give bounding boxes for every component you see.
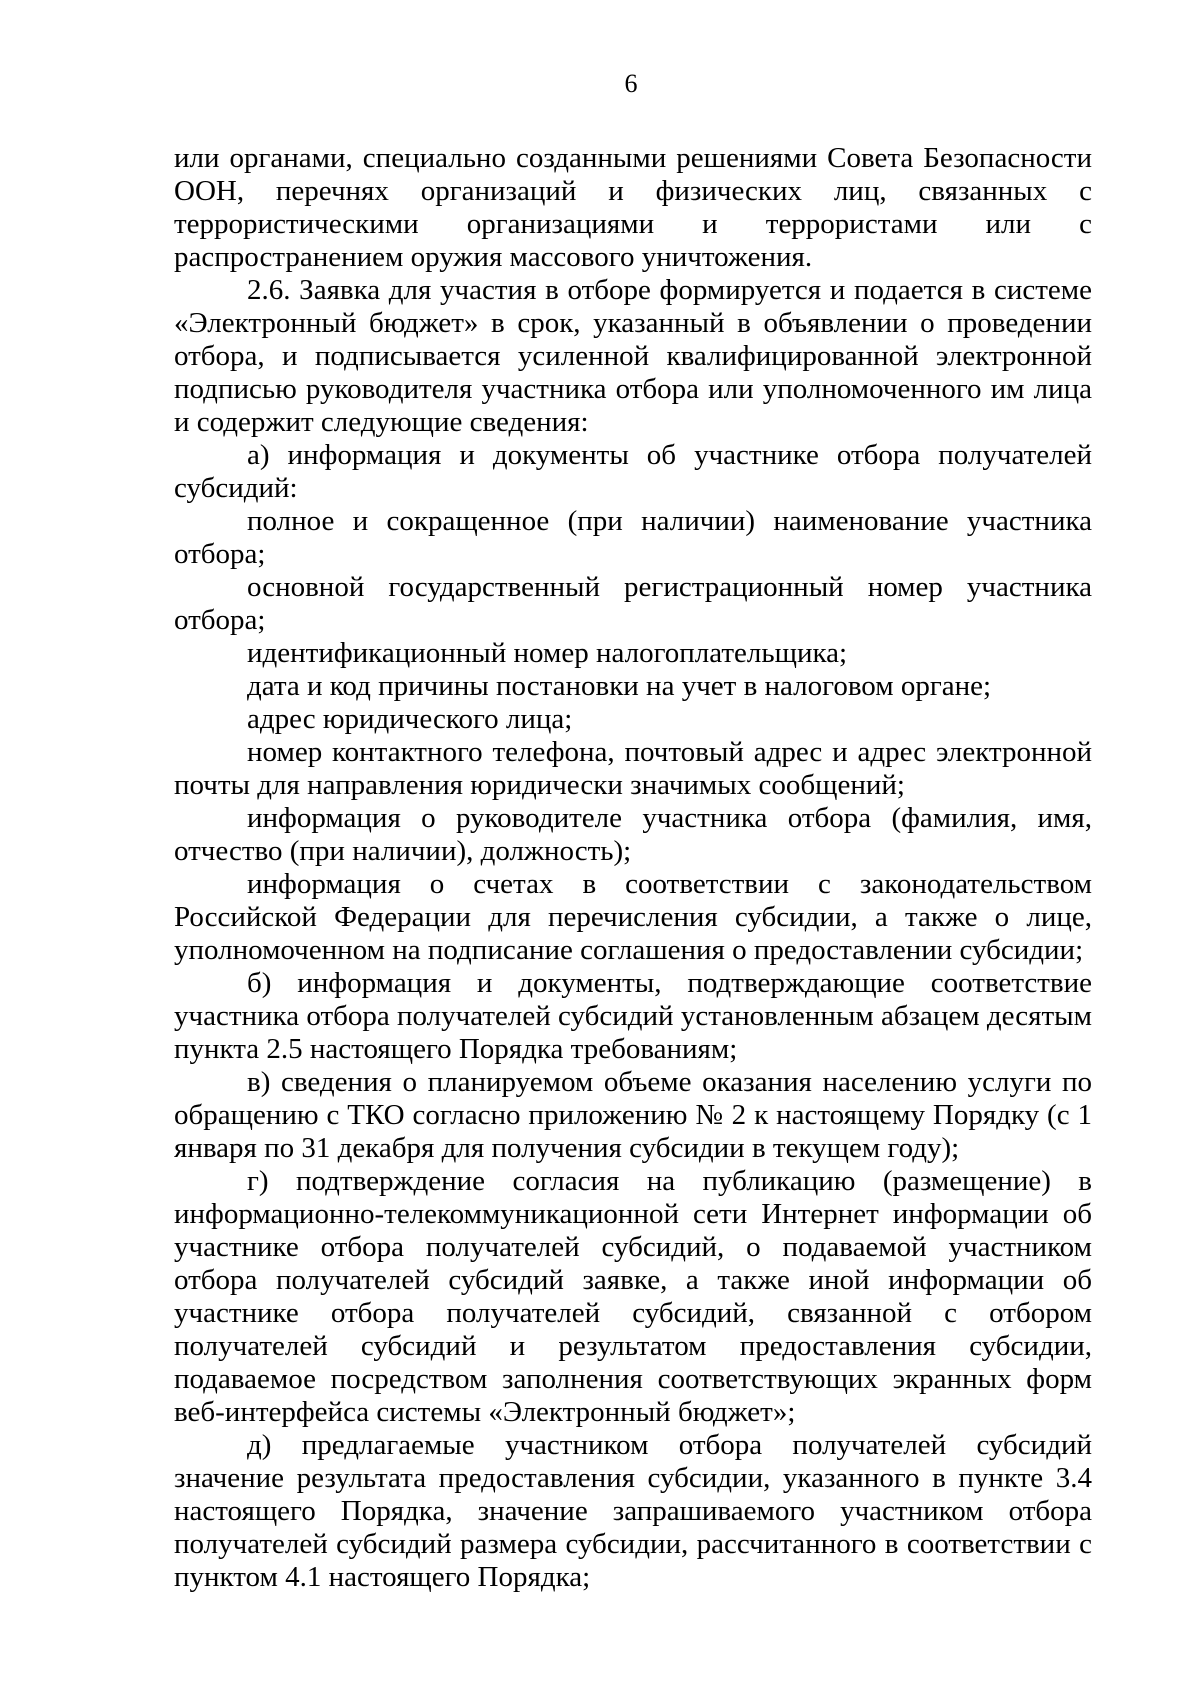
paragraph-address: адрес юридического лица; bbox=[247, 703, 573, 735]
paragraph-item-b: б) информация и документы, подтверждающие соответствие участника отбора получателей субсидий установленным абзацем десятым пункта 2.5 настоящего Порядка требованиям; bbox=[174, 967, 1092, 1065]
paragraph-item-v: в) сведения о планируемом объеме оказания населению услуги по обращению с ТКО согласно приложению № 2 к настоящему Порядку (с 1 января по 31 декабря для получения субсидии в текущем году); bbox=[174, 1066, 1092, 1164]
paragraph-1: или органами, специально созданными решениями Совета Безопасности ООН, перечнях организаций и физических лиц, связанных с террористическими организациями и террористами или с распространением оружия массового уничтожения. bbox=[174, 142, 1092, 273]
paragraph-item-a: а) информация и документы об участнике отбора получателей субсидий: bbox=[174, 439, 1092, 504]
paragraph-item-g: г) подтверждение согласия на публикацию (размещение) в информационно-телекоммуникационной сети Интернет информации об участнике отбора получателей субсидий, о подаваемой участником отбора получателей субсидий заявке, а также иной информации об участнике отбора получателей субсидий, связанной с отбором получателей субсидий и результатом предоставления субсидии, подаваемое посредством заполнения соответствующих экранных форм веб-интерфейса системы «Электронный бюджет»; bbox=[174, 1165, 1092, 1428]
paragraph-contacts: номер контактного телефона, почтовый адрес и адрес электронной почты для направления юридически значимых сообщений; bbox=[174, 736, 1092, 801]
paragraph-inn: идентификационный номер налогоплательщика; bbox=[247, 637, 848, 669]
paragraph-2-6: 2.6. Заявка для участия в отборе формируется и подается в системе «Электронный бюджет» в срок, указанный в объявлении о проведении отбора, и подписывается усиленной квалифицированной электронной подписью руководителя участника отбора или уполномоченного им лица и содержит следующие сведения: bbox=[174, 274, 1092, 438]
paragraph-item-d: д) предлагаемые участником отбора получателей субсидий значение результата предоставления субсидии, указанного в пункте 3.4 настоящего Порядка, значение запрашиваемого участником отбора получателей субсидий размера субсидии, рассчитанного в соответствии с пунктом 4.1 настоящего Порядка; bbox=[174, 1429, 1092, 1593]
paragraph-full-name: полное и сокращенное (при наличии) наименование участника отбора; bbox=[174, 505, 1092, 570]
paragraph-ogrn: основной государственный регистрационный номер участника отбора; bbox=[174, 571, 1092, 636]
paragraph-accounts: информация о счетах в соответствии с законодательством Российской Федерации для перечисления субсидии, а также о лице, уполномоченном на подписание соглашения о предоставлении субсидии; bbox=[174, 868, 1092, 966]
document-body bbox=[174, 142, 1092, 1594]
page-number: 6 bbox=[624, 69, 638, 98]
paragraph-kpp: дата и код причины постановки на учет в налоговом органе; bbox=[247, 670, 992, 702]
paragraph-head-info: информация о руководителе участника отбора (фамилия, имя, отчество (при наличии), должность); bbox=[174, 802, 1092, 867]
